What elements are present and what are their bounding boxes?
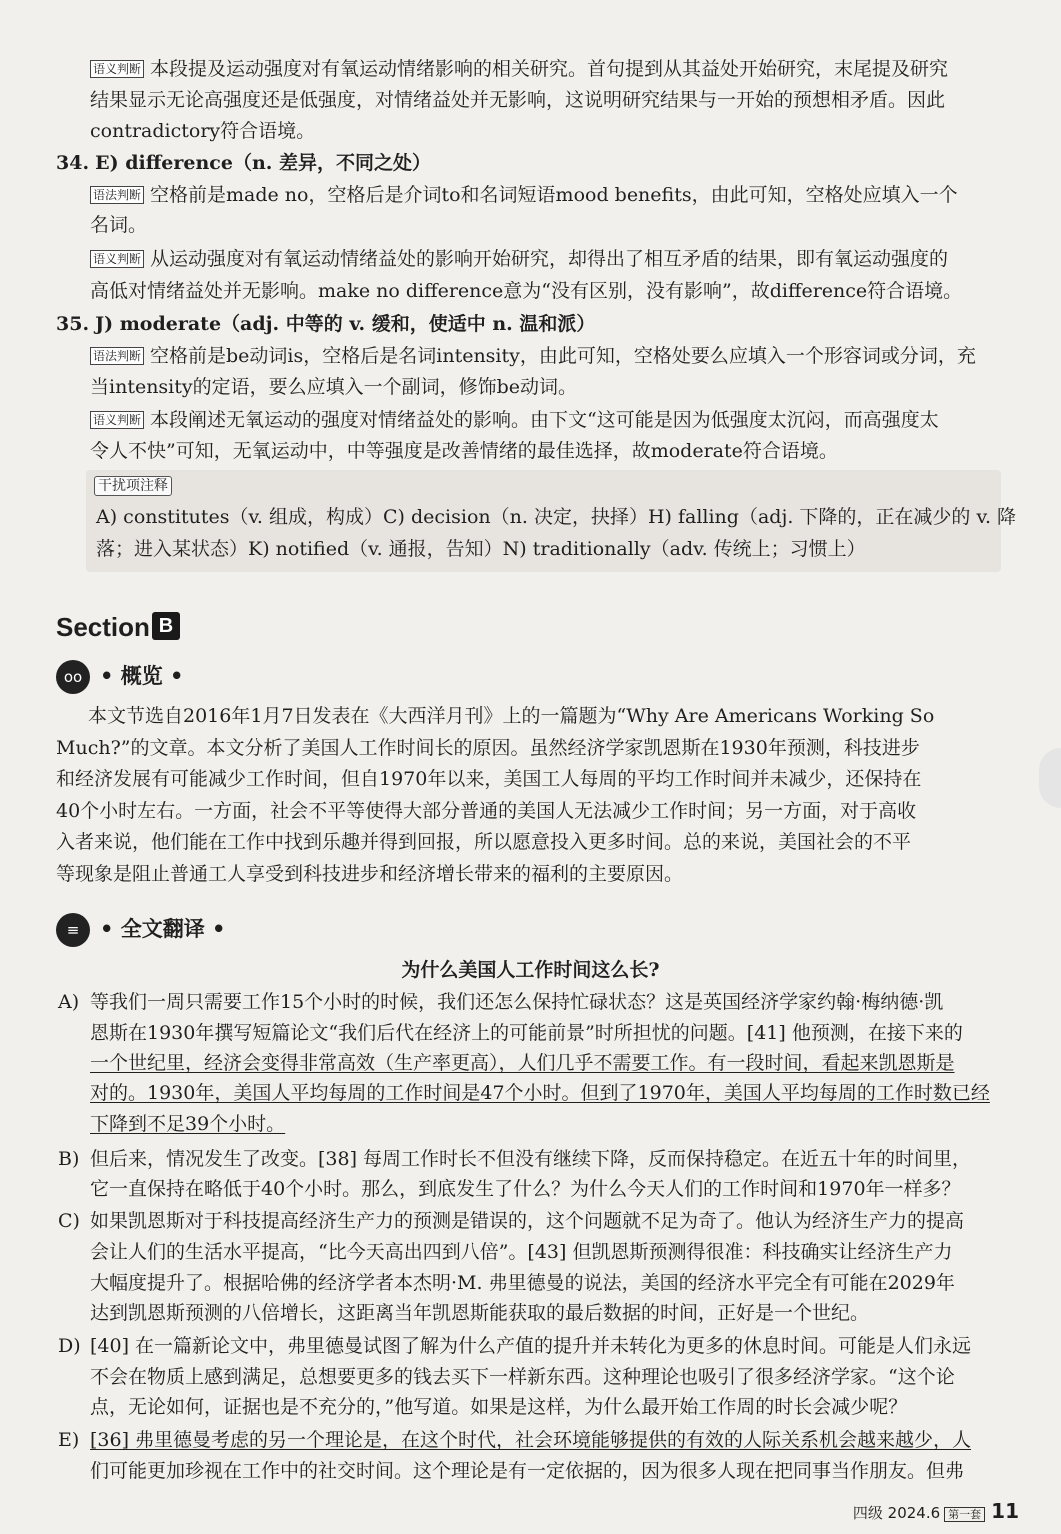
overview-line: Much?”的文章。本文分析了美国人工作时间长的原因。虽然经济学家凯恩斯在1930年预测，科技进步 xyxy=(56,737,920,759)
text-line: 结果显示无论高强度还是低强度，对情绪益处并无影响，这说明研究结果与一开始的预想相矛盾。因此 xyxy=(90,89,946,111)
paragraph-line: 如果凯恩斯对于科技提高经济生产力的预测是错误的，这个问题就不足为奇了。他认为经济生产力的提高 xyxy=(90,1210,965,1232)
paragraph-line: 不会在物质上感到满足，总想要更多的钱去买下一样新东西。这种理论也吸引了很多经济学家。“这个论 xyxy=(90,1366,955,1388)
paragraph-line: [36] 弗里德曼考虑的另一个理论是，在这个时代，社会环境能够提供的有效的人际关系机会越来越少，人 xyxy=(90,1429,972,1451)
text-line: 高低对情绪益处并无影响。make no difference意为“没有区别，没有影响”，故difference符合语境。 xyxy=(90,280,963,302)
semantic-tag: 语义判断 xyxy=(90,60,144,78)
overview-line: 入者来说，他们能在工作中找到乐趣并得到回报，所以愿意投入更多时间。总的来说，美国社会的不平 xyxy=(56,831,912,853)
semantic-tag: 语义判断 xyxy=(90,250,144,268)
paragraph-line: 下降到不足39个小时。 xyxy=(90,1113,286,1135)
paragraph-line: 但后来，情况发生了改变。[38] 每周工作时长不但没有继续下降，反而保持稳定。在近五十年的时间里， xyxy=(90,1148,972,1170)
paragraph-line: 等我们一周只需要工作15个小时的时候，我们还怎么保持忙碌状态？这是英国经济学家约翰·梅纳德·凯 xyxy=(90,991,944,1013)
grammar-line: 语法判断 空格前是be动词is，空格后是名词intensity，由此可知，空格处要么应填入一个形容词或分词，充 xyxy=(90,343,976,369)
text-line: 名词。 xyxy=(90,214,148,236)
section-title: Section xyxy=(56,612,150,642)
page-footer: 四级 2024.6 第一套 11 xyxy=(852,1499,1019,1523)
question-35-heading: 35. J) moderate（adj. 中等的 v. 缓和，使适中 n. 温和派） xyxy=(56,313,596,335)
semantic-line: 语义判断 从运动强度对有氧运动情绪益处的影响开始研究，却得出了相互矛盾的结果，即有氧运动强度的 xyxy=(90,246,948,272)
overview-line: 40个小时左右。一方面，社会不平等使得大部分普通的美国人无法减少工作时间；另一方面，对于高收 xyxy=(56,800,917,822)
footer-box: 第一套 xyxy=(944,1507,985,1522)
distractor-tag: 干扰项注释 xyxy=(94,476,172,496)
paragraph-line: 对的。1930年，美国人平均每周的工作时间是47个小时。但到了1970年，美国人平均每周的工作时数已经 xyxy=(90,1082,990,1104)
paragraph-line: 大幅度提升了。根据哈佛的经济学者本杰明·M. 弗里德曼的说法，美国的经济水平完全有可能在2029年 xyxy=(90,1272,955,1294)
text-line: 令人不快”可知，无氧运动中，中等强度是改善情绪的最佳选择，故moderate符合语境。 xyxy=(90,440,838,462)
overview-heading: • 概览 • xyxy=(100,664,184,688)
grammar-tag: 语法判断 xyxy=(90,347,144,365)
section-letter: B xyxy=(152,612,180,640)
grammar-line: 语法判断 空格前是made no，空格后是介词to和名词短语mood benefits，由此可知，空格处应填入一个 xyxy=(90,182,958,208)
paragraph-line: 们可能更加珍视在工作中的社交时间。这个理论是有一定依据的，因为很多人现在把同事当作朋友。但弗 xyxy=(90,1460,965,1482)
question-34-heading: 34. E) difference（n. 差异，不同之处） xyxy=(56,152,431,174)
article-title: 为什么美国人工作时间这么长? xyxy=(401,959,660,981)
paragraph-line: 一个世纪里，经济会变得非常高效（生产率更高），人们几乎不需要工作。有一段时间，看起来凯恩斯是 xyxy=(90,1052,955,1074)
overview-line: 等现象是阻止普通工人享受到科技进步和经济增长带来的福利的主要原因。 xyxy=(56,863,684,885)
paragraph-label: D) xyxy=(58,1335,81,1357)
overview-line: 本文节选自2016年1月7日发表在《大西洋月刊》上的一篇题为“Why Are Americans Working So xyxy=(88,705,935,727)
paragraph-line: [40] 在一篇新论文中，弗里德曼试图了解为什么产值的提升并未转化为更多的休息时间。可能是人们永远 xyxy=(90,1335,972,1357)
page-number: 11 xyxy=(991,1499,1019,1523)
paragraph-line: 达到凯恩斯预测的八倍增长，这距离当年凯恩斯能获取的最后数据的时间，正好是一个世纪。 xyxy=(90,1302,870,1324)
side-scroll-handle[interactable] xyxy=(1039,748,1061,808)
semantic-line: 语义判断 本段提及运动强度对有氧运动情绪影响的相关研究。首句提到从其益处开始研究，末尾提及研究 xyxy=(90,56,948,82)
translation-heading: • 全文翻译 • xyxy=(100,917,226,941)
paragraph-line: 它一直保持在略低于40个小时。那么，到底发生了什么？为什么今天人们的工作时间和1970年一样多？ xyxy=(90,1178,961,1200)
semantic-line: 语义判断 本段阐述无氧运动的强度对情绪益处的影响。由下文“这可能是因为低强度太沉闷，而高强度太 xyxy=(90,407,939,433)
grammar-tag: 语法判断 xyxy=(90,186,144,204)
text-line: 当intensity的定语，要么应填入一个副词，修饰be动词。 xyxy=(90,376,578,398)
paragraph-label: C) xyxy=(58,1210,80,1232)
semantic-tag: 语义判断 xyxy=(90,411,144,429)
document-icon: ≡ xyxy=(56,913,90,947)
paragraph-label: A) xyxy=(58,991,80,1013)
paragraph-line: 会让人们的生活水平提高，“比今天高出四到八倍”。[43] 但凯恩斯预测得很准：科技确实让经济生产力 xyxy=(90,1241,953,1263)
paragraph-label: B) xyxy=(58,1148,80,1170)
distractor-line: A) constitutes（v. 组成，构成）C) decision（n. 决定，抉择）H) falling（adj. 下降的，正在减少的 v. 降 xyxy=(96,506,1017,528)
paragraph-line: 点，无论如何，证据也是不充分的，”他写道。如果是这样，为什么最开始工作周的时长会减少呢？ xyxy=(90,1396,908,1418)
text-line: contradictory符合语境。 xyxy=(90,120,316,142)
distractor-line: 落；进入某状态）K) notified（v. 通报，告知）N) traditionally（adv. 传统上；习惯上） xyxy=(96,538,866,560)
paragraph-label: E) xyxy=(58,1429,80,1451)
glasses-icon: oo xyxy=(56,660,90,694)
paragraph-line: 恩斯在1930年撰写短篇论文“我们后代在经济上的可能前景”时所担忧的问题。[41] 他预测，在接下来的 xyxy=(90,1022,963,1044)
overview-line: 和经济发展有可能减少工作时间，但自1970年以来，美国工人每周的平均工作时间并未减少，还保持在 xyxy=(56,768,922,790)
